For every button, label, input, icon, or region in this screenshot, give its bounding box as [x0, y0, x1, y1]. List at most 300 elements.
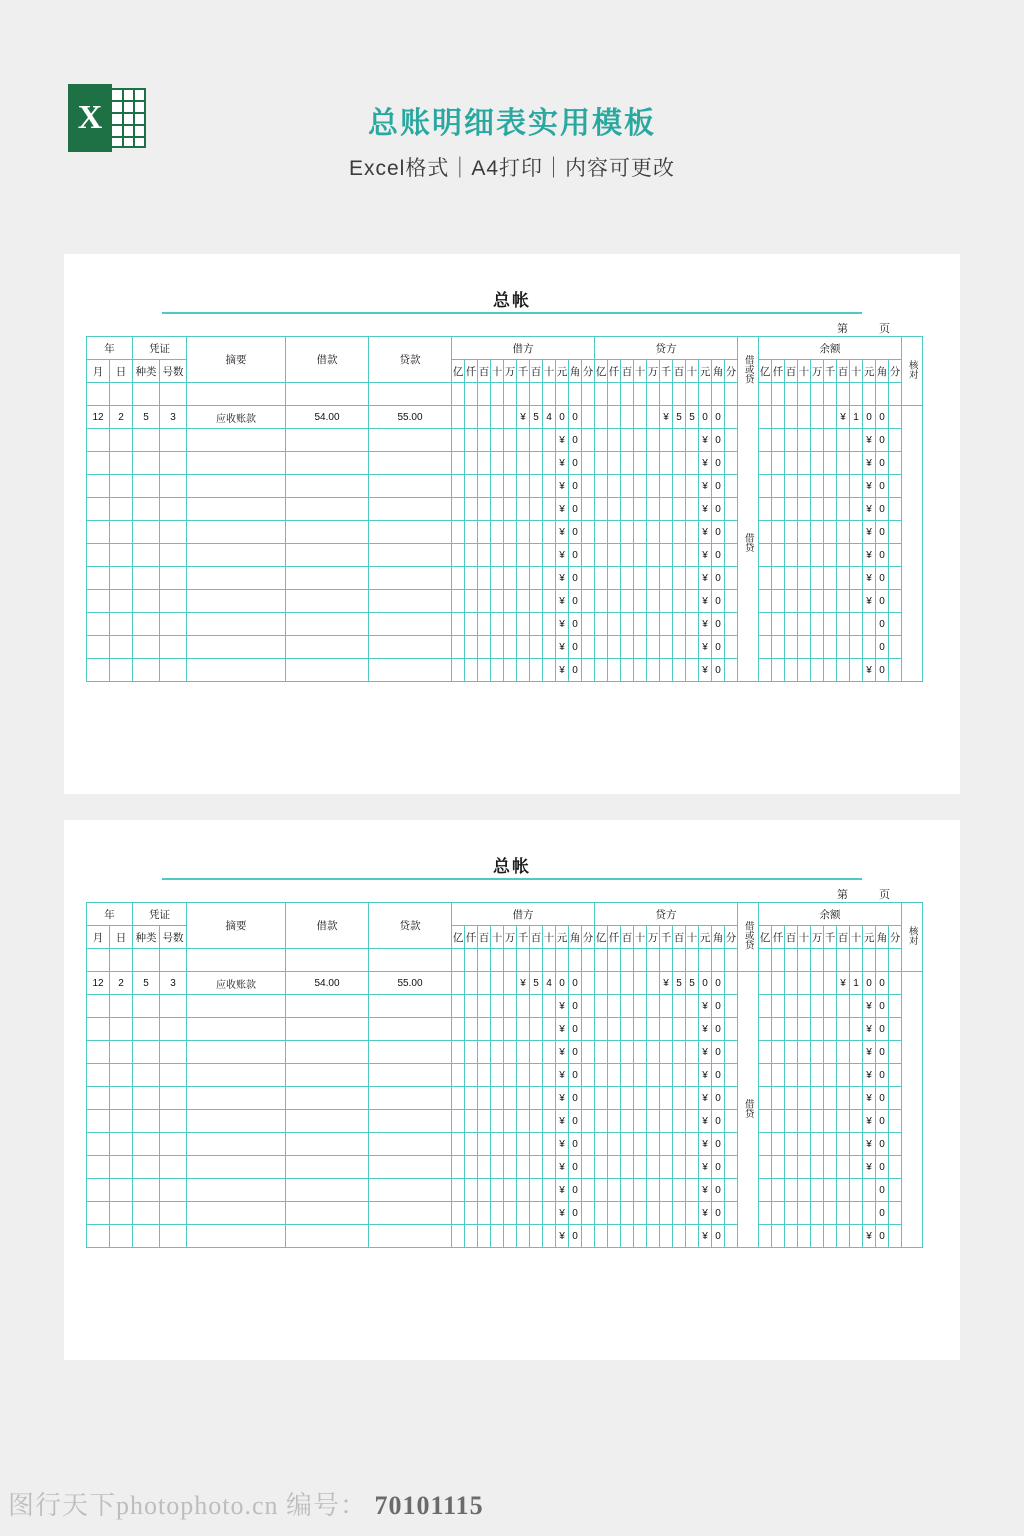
cell-credit-digit[interactable]: [660, 1018, 673, 1041]
cell-balance-digit[interactable]: 0: [876, 1041, 889, 1064]
cell-credit-digit[interactable]: [634, 429, 647, 452]
cell-voucher-type[interactable]: [133, 475, 160, 498]
cell-balance-digit[interactable]: [837, 1041, 850, 1064]
cell-credit-digit[interactable]: [634, 1133, 647, 1156]
cell-balance-digit[interactable]: 0: [876, 567, 889, 590]
cell-credit-digit[interactable]: [660, 429, 673, 452]
table-row[interactable]: [87, 429, 923, 452]
cell-debit-digit[interactable]: [530, 521, 543, 544]
cell-credit-digit[interactable]: [595, 1018, 608, 1041]
table-row[interactable]: [87, 406, 923, 429]
cell-balance-digit[interactable]: [824, 995, 837, 1018]
cell-balance-digit[interactable]: [850, 636, 863, 659]
cell-debit-digit[interactable]: [517, 613, 530, 636]
cell-debit-digit[interactable]: [478, 498, 491, 521]
cell-summary[interactable]: [187, 1202, 286, 1225]
cell-credit-digit[interactable]: 0: [712, 1110, 725, 1133]
cell-balance-digit[interactable]: [850, 498, 863, 521]
cell-debit-digit[interactable]: [582, 613, 595, 636]
cell-day[interactable]: [110, 498, 133, 521]
cell-summary[interactable]: [187, 429, 286, 452]
cell-summary[interactable]: [187, 1156, 286, 1179]
cell-balance-digit[interactable]: [772, 636, 785, 659]
cell-balance-digit[interactable]: [837, 659, 850, 682]
cell-voucher-type[interactable]: [133, 521, 160, 544]
cell-debit-digit[interactable]: [582, 636, 595, 659]
cell-balance-digit[interactable]: [772, 613, 785, 636]
cell-debit-digit[interactable]: [543, 995, 556, 1018]
cell-balance-digit[interactable]: [889, 995, 902, 1018]
table-row[interactable]: [87, 659, 923, 682]
cell-summary[interactable]: [187, 1179, 286, 1202]
cell-debit-digit[interactable]: [543, 452, 556, 475]
cell-debit-digit[interactable]: [452, 1133, 465, 1156]
cell-month[interactable]: [87, 475, 110, 498]
cell-debit-amount[interactable]: [286, 1018, 369, 1041]
cell-debit-digit[interactable]: [491, 1041, 504, 1064]
cell-balance-digit[interactable]: [785, 1225, 798, 1248]
cell-credit-digit[interactable]: [647, 1110, 660, 1133]
cell-day[interactable]: [110, 995, 133, 1018]
cell-credit-digit[interactable]: [725, 1018, 738, 1041]
cell-credit-amount[interactable]: [369, 452, 452, 475]
cell-credit-digit[interactable]: [673, 590, 686, 613]
cell-credit-digit[interactable]: [660, 567, 673, 590]
cell-credit-digit[interactable]: [686, 1087, 699, 1110]
cell-debit-digit[interactable]: [465, 1110, 478, 1133]
cell-day[interactable]: [110, 1225, 133, 1248]
cell-debit-digit[interactable]: [452, 613, 465, 636]
cell-credit-digit[interactable]: [595, 1133, 608, 1156]
cell-credit-digit[interactable]: [634, 1087, 647, 1110]
cell-balance-digit[interactable]: [798, 1225, 811, 1248]
cell-debit-digit[interactable]: [452, 995, 465, 1018]
cell-credit-digit[interactable]: 5: [673, 406, 686, 429]
cell-balance-digit[interactable]: [785, 972, 798, 995]
cell-voucher-type[interactable]: [133, 1225, 160, 1248]
cell-credit-digit[interactable]: [660, 636, 673, 659]
cell-balance-digit[interactable]: [837, 452, 850, 475]
cell-debit-digit[interactable]: [491, 972, 504, 995]
cell-credit-digit[interactable]: [595, 1225, 608, 1248]
cell-voucher-no[interactable]: [160, 995, 187, 1018]
cell-balance-digit[interactable]: [811, 1018, 824, 1041]
cell-balance-digit[interactable]: 0: [876, 636, 889, 659]
cell-balance-digit[interactable]: [759, 1202, 772, 1225]
cell-credit-digit[interactable]: [725, 1041, 738, 1064]
cell-credit-digit[interactable]: [660, 1110, 673, 1133]
cell-credit-digit[interactable]: [686, 1225, 699, 1248]
cell-debit-digit[interactable]: ¥: [556, 995, 569, 1018]
cell-debit-digit[interactable]: [478, 521, 491, 544]
cell-balance-digit[interactable]: [824, 1179, 837, 1202]
cell-voucher-type[interactable]: [133, 1041, 160, 1064]
cell-balance-digit[interactable]: [785, 613, 798, 636]
cell-debit-digit[interactable]: [452, 429, 465, 452]
cell-voucher-no[interactable]: [160, 544, 187, 567]
cell-balance-digit[interactable]: [824, 1225, 837, 1248]
cell-voucher-no[interactable]: [160, 452, 187, 475]
cell-credit-digit[interactable]: [647, 1225, 660, 1248]
cell-debit-digit[interactable]: [478, 1041, 491, 1064]
cell-credit-digit[interactable]: 0: [712, 659, 725, 682]
cell-credit-digit[interactable]: [608, 1041, 621, 1064]
cell-credit-digit[interactable]: [725, 590, 738, 613]
cell-balance-digit[interactable]: [837, 1133, 850, 1156]
cell-voucher-type[interactable]: [133, 590, 160, 613]
cell-credit-digit[interactable]: [621, 475, 634, 498]
cell-debit-digit[interactable]: [491, 1064, 504, 1087]
cell-balance-digit[interactable]: [798, 1110, 811, 1133]
cell-summary[interactable]: [187, 1133, 286, 1156]
cell-balance-digit[interactable]: [824, 429, 837, 452]
cell-balance-digit[interactable]: ¥: [863, 1018, 876, 1041]
cell-balance-digit[interactable]: [772, 429, 785, 452]
cell-debit-digit[interactable]: [517, 475, 530, 498]
cell-debit-digit[interactable]: [465, 1133, 478, 1156]
cell-debit-digit[interactable]: [491, 1202, 504, 1225]
cell-credit-digit[interactable]: [725, 475, 738, 498]
cell-voucher-type[interactable]: [133, 995, 160, 1018]
cell-month[interactable]: 12: [87, 406, 110, 429]
cell-balance-digit[interactable]: [759, 659, 772, 682]
cell-credit-digit[interactable]: [634, 1202, 647, 1225]
cell-credit-digit[interactable]: 0: [712, 972, 725, 995]
cell-credit-digit[interactable]: [686, 429, 699, 452]
cell-credit-digit[interactable]: [686, 475, 699, 498]
cell-balance-digit[interactable]: 0: [876, 1110, 889, 1133]
cell-day[interactable]: [110, 1202, 133, 1225]
cell-debit-digit[interactable]: [465, 544, 478, 567]
cell-credit-digit[interactable]: [673, 429, 686, 452]
cell-balance-digit[interactable]: [772, 972, 785, 995]
cell-voucher-no[interactable]: [160, 1087, 187, 1110]
cell-debit-digit[interactable]: [478, 995, 491, 1018]
cell-balance-digit[interactable]: 0: [876, 590, 889, 613]
cell-debit-digit[interactable]: 0: [569, 1133, 582, 1156]
cell-credit-digit[interactable]: [647, 475, 660, 498]
cell-credit-amount[interactable]: [369, 1110, 452, 1133]
cell-credit-amount[interactable]: [369, 590, 452, 613]
cell-balance-digit[interactable]: [837, 613, 850, 636]
cell-voucher-no[interactable]: [160, 475, 187, 498]
cell-credit-digit[interactable]: [608, 613, 621, 636]
cell-credit-digit[interactable]: [673, 1018, 686, 1041]
cell-credit-digit[interactable]: [634, 613, 647, 636]
cell-credit-digit[interactable]: [725, 521, 738, 544]
cell-credit-digit[interactable]: [634, 1225, 647, 1248]
cell-debit-amount[interactable]: [286, 567, 369, 590]
table-row[interactable]: [87, 1110, 923, 1133]
cell-credit-digit[interactable]: [621, 613, 634, 636]
cell-credit-amount[interactable]: [369, 995, 452, 1018]
cell-credit-digit[interactable]: ¥: [699, 1110, 712, 1133]
cell-balance-digit[interactable]: [785, 1064, 798, 1087]
cell-voucher-type[interactable]: [133, 452, 160, 475]
cell-credit-digit[interactable]: [660, 452, 673, 475]
cell-balance-digit[interactable]: [824, 1087, 837, 1110]
cell-day[interactable]: [110, 1041, 133, 1064]
cell-credit-digit[interactable]: [647, 613, 660, 636]
cell-debit-digit[interactable]: [582, 406, 595, 429]
cell-credit-digit[interactable]: [647, 1087, 660, 1110]
cell-balance-digit[interactable]: [811, 406, 824, 429]
cell-debit-amount[interactable]: [286, 452, 369, 475]
cell-balance-digit[interactable]: [785, 429, 798, 452]
cell-debit-digit[interactable]: [491, 475, 504, 498]
cell-balance-digit[interactable]: [811, 636, 824, 659]
cell-credit-digit[interactable]: [725, 1064, 738, 1087]
cell-debit-digit[interactable]: [530, 1064, 543, 1087]
cell-debit-digit[interactable]: [478, 1202, 491, 1225]
cell-credit-digit[interactable]: 0: [712, 1179, 725, 1202]
cell-credit-digit[interactable]: [634, 1041, 647, 1064]
cell-debit-digit[interactable]: ¥: [556, 1133, 569, 1156]
cell-credit-digit[interactable]: [595, 1179, 608, 1202]
cell-debit-digit[interactable]: [543, 1064, 556, 1087]
cell-credit-digit[interactable]: [634, 1064, 647, 1087]
cell-day[interactable]: [110, 429, 133, 452]
cell-debit-digit[interactable]: [491, 636, 504, 659]
cell-balance-digit[interactable]: [837, 521, 850, 544]
cell-debit-digit[interactable]: [452, 452, 465, 475]
cell-debit-amount[interactable]: [286, 1064, 369, 1087]
cell-credit-digit[interactable]: [686, 613, 699, 636]
cell-balance-digit[interactable]: ¥: [863, 1064, 876, 1087]
cell-debit-digit[interactable]: [582, 1225, 595, 1248]
cell-debit-digit[interactable]: [582, 498, 595, 521]
cell-balance-digit[interactable]: [889, 636, 902, 659]
cell-debit-digit[interactable]: 0: [569, 1225, 582, 1248]
cell-balance-digit[interactable]: ¥: [863, 475, 876, 498]
cell-summary[interactable]: [187, 475, 286, 498]
cell-balance-digit[interactable]: [850, 590, 863, 613]
cell-credit-digit[interactable]: 5: [673, 972, 686, 995]
cell-debit-digit[interactable]: [517, 498, 530, 521]
cell-credit-digit[interactable]: [673, 1110, 686, 1133]
cell-debit-digit[interactable]: ¥: [556, 475, 569, 498]
cell-credit-amount[interactable]: [369, 544, 452, 567]
cell-credit-digit[interactable]: [621, 1202, 634, 1225]
cell-balance-digit[interactable]: [837, 1225, 850, 1248]
cell-credit-digit[interactable]: [608, 567, 621, 590]
cell-balance-digit[interactable]: [785, 1087, 798, 1110]
cell-voucher-no[interactable]: [160, 429, 187, 452]
cell-credit-digit[interactable]: [673, 1041, 686, 1064]
cell-credit-digit[interactable]: [634, 475, 647, 498]
cell-balance-digit[interactable]: ¥: [863, 1041, 876, 1064]
cell-credit-digit[interactable]: [621, 1133, 634, 1156]
cell-credit-digit[interactable]: [686, 590, 699, 613]
cell-credit-digit[interactable]: [660, 521, 673, 544]
cell-day[interactable]: 2: [110, 406, 133, 429]
cell-debit-digit[interactable]: [530, 1018, 543, 1041]
cell-debit-digit[interactable]: [504, 1156, 517, 1179]
cell-credit-digit[interactable]: [673, 659, 686, 682]
cell-balance-digit[interactable]: [811, 429, 824, 452]
table-row[interactable]: [87, 1156, 923, 1179]
cell-balance-digit[interactable]: [811, 567, 824, 590]
cell-credit-digit[interactable]: [725, 567, 738, 590]
cell-balance-digit[interactable]: [798, 429, 811, 452]
cell-balance-digit[interactable]: [889, 521, 902, 544]
cell-balance-digit[interactable]: [837, 1179, 850, 1202]
cell-credit-digit[interactable]: [660, 1133, 673, 1156]
cell-debit-digit[interactable]: [517, 452, 530, 475]
cell-balance-digit[interactable]: [824, 475, 837, 498]
cell-credit-digit[interactable]: [686, 636, 699, 659]
cell-balance-digit[interactable]: [785, 544, 798, 567]
cell-summary[interactable]: [187, 452, 286, 475]
cell-credit-digit[interactable]: [686, 452, 699, 475]
table-row[interactable]: [87, 972, 923, 995]
cell-credit-digit[interactable]: [660, 590, 673, 613]
cell-debit-amount[interactable]: 54.00: [286, 406, 369, 429]
cell-credit-digit[interactable]: [647, 1041, 660, 1064]
cell-balance-digit[interactable]: [772, 1018, 785, 1041]
cell-debit-digit[interactable]: [582, 1110, 595, 1133]
cell-credit-digit[interactable]: ¥: [699, 475, 712, 498]
cell-credit-amount[interactable]: [369, 1225, 452, 1248]
cell-balance-digit[interactable]: [798, 498, 811, 521]
cell-balance-digit[interactable]: [824, 544, 837, 567]
cell-credit-digit[interactable]: [647, 452, 660, 475]
cell-credit-digit[interactable]: [621, 972, 634, 995]
cell-credit-digit[interactable]: 0: [712, 429, 725, 452]
cell-debit-digit[interactable]: 0: [569, 452, 582, 475]
cell-credit-digit[interactable]: [725, 1179, 738, 1202]
cell-credit-digit[interactable]: [647, 972, 660, 995]
cell-debit-amount[interactable]: [286, 1202, 369, 1225]
cell-debit-digit[interactable]: [582, 521, 595, 544]
cell-day[interactable]: [110, 521, 133, 544]
cell-credit-digit[interactable]: [725, 498, 738, 521]
cell-balance-digit[interactable]: [798, 1156, 811, 1179]
cell-day[interactable]: [110, 452, 133, 475]
cell-credit-digit[interactable]: 0: [712, 1202, 725, 1225]
cell-credit-digit[interactable]: [686, 1156, 699, 1179]
cell-credit-digit[interactable]: [608, 475, 621, 498]
cell-balance-digit[interactable]: [759, 972, 772, 995]
cell-credit-digit[interactable]: [673, 1087, 686, 1110]
cell-balance-digit[interactable]: [837, 429, 850, 452]
cell-debit-amount[interactable]: [286, 1179, 369, 1202]
cell-balance-digit[interactable]: [772, 1110, 785, 1133]
cell-balance-digit[interactable]: ¥: [863, 429, 876, 452]
cell-credit-digit[interactable]: [686, 1018, 699, 1041]
cell-credit-digit[interactable]: [608, 498, 621, 521]
cell-balance-digit[interactable]: [772, 498, 785, 521]
cell-debit-digit[interactable]: [504, 1179, 517, 1202]
cell-balance-digit[interactable]: [889, 1156, 902, 1179]
cell-credit-digit[interactable]: [673, 1179, 686, 1202]
cell-balance-digit[interactable]: [889, 1202, 902, 1225]
cell-balance-digit[interactable]: [772, 475, 785, 498]
cell-balance-digit[interactable]: [837, 1064, 850, 1087]
cell-debit-digit[interactable]: [504, 1041, 517, 1064]
cell-balance-digit[interactable]: [824, 972, 837, 995]
cell-month[interactable]: [87, 429, 110, 452]
cell-balance-digit[interactable]: [889, 659, 902, 682]
cell-credit-digit[interactable]: [686, 567, 699, 590]
cell-credit-digit[interactable]: ¥: [699, 1064, 712, 1087]
cell-voucher-no[interactable]: [160, 636, 187, 659]
cell-credit-digit[interactable]: [595, 1110, 608, 1133]
cell-debit-digit[interactable]: ¥: [517, 406, 530, 429]
cell-credit-digit[interactable]: [673, 567, 686, 590]
cell-credit-amount[interactable]: [369, 1064, 452, 1087]
cell-balance-digit[interactable]: [811, 1041, 824, 1064]
cell-voucher-type[interactable]: [133, 636, 160, 659]
cell-voucher-type[interactable]: [133, 429, 160, 452]
cell-balance-digit[interactable]: [824, 1064, 837, 1087]
cell-balance-digit[interactable]: [850, 544, 863, 567]
cell-credit-amount[interactable]: [369, 1087, 452, 1110]
cell-credit-digit[interactable]: [621, 1110, 634, 1133]
cell-balance-digit[interactable]: [850, 1110, 863, 1133]
cell-credit-digit[interactable]: [621, 590, 634, 613]
cell-credit-digit[interactable]: [608, 1110, 621, 1133]
cell-voucher-no[interactable]: [160, 659, 187, 682]
cell-credit-digit[interactable]: [686, 659, 699, 682]
cell-balance-digit[interactable]: [889, 1225, 902, 1248]
cell-month[interactable]: [87, 567, 110, 590]
cell-credit-digit[interactable]: [725, 613, 738, 636]
cell-voucher-no[interactable]: [160, 498, 187, 521]
table-row[interactable]: [87, 1087, 923, 1110]
cell-credit-digit[interactable]: [686, 1110, 699, 1133]
cell-credit-digit[interactable]: [634, 452, 647, 475]
cell-day[interactable]: [110, 1087, 133, 1110]
cell-debit-digit[interactable]: ¥: [556, 1179, 569, 1202]
cell-debit-digit[interactable]: [465, 1202, 478, 1225]
cell-balance-digit[interactable]: [824, 1202, 837, 1225]
cell-balance-digit[interactable]: [824, 498, 837, 521]
cell-debit-amount[interactable]: [286, 1087, 369, 1110]
cell-balance-digit[interactable]: ¥: [863, 1156, 876, 1179]
cell-balance-digit[interactable]: 0: [876, 452, 889, 475]
cell-credit-digit[interactable]: ¥: [699, 613, 712, 636]
cell-debit-digit[interactable]: [452, 1225, 465, 1248]
cell-credit-digit[interactable]: ¥: [699, 590, 712, 613]
table-row[interactable]: [87, 613, 923, 636]
cell-balance-digit[interactable]: [772, 590, 785, 613]
cell-debit-digit[interactable]: [504, 1064, 517, 1087]
cell-summary[interactable]: [187, 1041, 286, 1064]
cell-debit-digit[interactable]: 0: [569, 544, 582, 567]
cell-credit-digit[interactable]: 0: [699, 972, 712, 995]
cell-credit-digit[interactable]: [595, 406, 608, 429]
cell-balance-digit[interactable]: [889, 567, 902, 590]
cell-credit-amount[interactable]: [369, 1179, 452, 1202]
cell-debit-digit[interactable]: ¥: [556, 1018, 569, 1041]
cell-check[interactable]: [902, 406, 923, 682]
cell-balance-digit[interactable]: [785, 452, 798, 475]
cell-credit-digit[interactable]: ¥: [699, 636, 712, 659]
cell-voucher-no[interactable]: [160, 1133, 187, 1156]
cell-credit-digit[interactable]: [634, 659, 647, 682]
cell-debit-digit[interactable]: [478, 1133, 491, 1156]
cell-debit-credit-mark[interactable]: [738, 972, 759, 1248]
cell-debit-digit[interactable]: [504, 567, 517, 590]
cell-debit-digit[interactable]: ¥: [556, 498, 569, 521]
cell-balance-digit[interactable]: ¥: [863, 1133, 876, 1156]
cell-credit-digit[interactable]: [608, 972, 621, 995]
cell-debit-digit[interactable]: [504, 1087, 517, 1110]
cell-balance-digit[interactable]: [772, 1202, 785, 1225]
cell-debit-digit[interactable]: [582, 1018, 595, 1041]
cell-balance-digit[interactable]: [889, 1041, 902, 1064]
